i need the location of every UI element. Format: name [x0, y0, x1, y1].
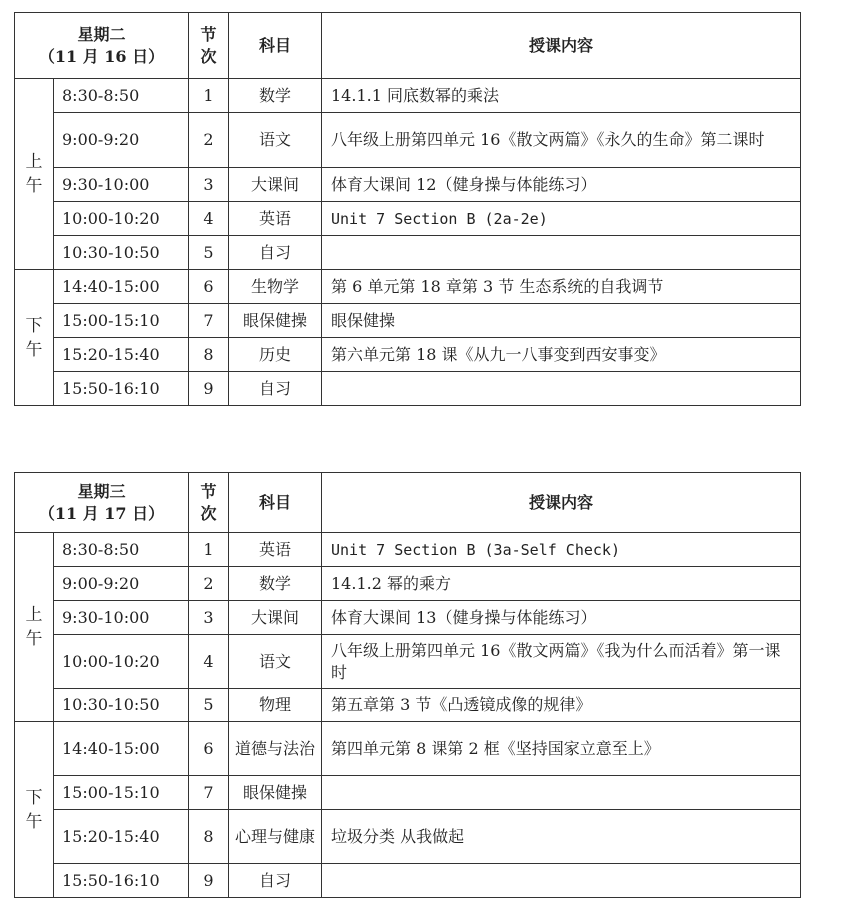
time-cell: 8:30-8:50 — [54, 533, 189, 567]
time-cell: 14:40-15:00 — [54, 722, 189, 776]
subject-cell: 自习 — [229, 372, 322, 406]
period-number: 3 — [189, 601, 229, 635]
subject-cell: 自习 — [229, 864, 322, 898]
time-cell: 15:50-16:10 — [54, 372, 189, 406]
period-header-line1: 节 — [200, 24, 217, 44]
period-number: 7 — [189, 776, 229, 810]
table-row — [15, 113, 801, 168]
time-cell: 10:00-10:20 — [54, 202, 189, 236]
table-row — [15, 567, 801, 601]
table-row — [15, 722, 801, 776]
content-cell: 体育大课间 12（健身操与体能练习） — [322, 168, 801, 202]
day-name: 星期二 — [77, 24, 126, 44]
morning-label-line2: 午 — [25, 176, 43, 196]
subject-cell: 英语 — [229, 202, 322, 236]
content-cell: 第五章第 3 节《凸透镜成像的规律》 — [322, 689, 801, 722]
table-row — [15, 689, 801, 722]
content-cell — [322, 236, 801, 270]
period-header — [189, 13, 229, 79]
table-row — [15, 635, 801, 689]
period-number: 6 — [189, 270, 229, 304]
period-header-line1: 节 — [200, 481, 217, 501]
period-header — [189, 473, 229, 533]
content-cell: 八年级上册第四单元 16《散文两篇》《我为什么而活着》第一课时 — [322, 635, 801, 689]
day-header — [15, 13, 189, 79]
period-number: 2 — [189, 113, 229, 168]
content-cell — [322, 776, 801, 810]
time-cell: 10:30-10:50 — [54, 689, 189, 722]
subject-cell: 道德与法治 — [229, 722, 322, 776]
subject-header: 科目 — [229, 473, 322, 533]
subject-cell: 英语 — [229, 533, 322, 567]
day-date: （11 月 16 日） — [38, 46, 165, 66]
subject-cell: 数学 — [229, 567, 322, 601]
content-header: 授课内容 — [322, 13, 801, 79]
subject-cell: 大课间 — [229, 601, 322, 635]
table-row — [15, 270, 801, 304]
subject-header: 科目 — [229, 13, 322, 79]
time-cell: 9:00-9:20 — [54, 113, 189, 168]
time-cell: 15:20-15:40 — [54, 338, 189, 372]
table-row — [15, 864, 801, 898]
subject-cell: 语文 — [229, 113, 322, 168]
table-row — [15, 304, 801, 338]
morning-label-line1: 上 — [25, 605, 43, 625]
time-cell: 15:00-15:10 — [54, 304, 189, 338]
subject-cell: 大课间 — [229, 168, 322, 202]
subject-cell: 自习 — [229, 236, 322, 270]
time-cell: 10:30-10:50 — [54, 236, 189, 270]
period-header-line2: 次 — [200, 46, 217, 66]
header-row — [15, 473, 801, 533]
day-date: （11 月 17 日） — [38, 503, 165, 523]
content-cell: Unit 7 Section B (2a-2e) — [322, 202, 801, 236]
content-cell: 八年级上册第四单元 16《散文两篇》《永久的生命》第二课时 — [322, 113, 801, 168]
content-cell: 14.1.2 幂的乘方 — [322, 567, 801, 601]
time-cell: 8:30-8:50 — [54, 79, 189, 113]
time-cell: 9:00-9:20 — [54, 567, 189, 601]
subject-cell: 生物学 — [229, 270, 322, 304]
morning-label — [15, 79, 54, 270]
period-number: 7 — [189, 304, 229, 338]
period-number: 5 — [189, 236, 229, 270]
subject-cell: 物理 — [229, 689, 322, 722]
table-row — [15, 372, 801, 406]
period-number: 9 — [189, 372, 229, 406]
period-number: 6 — [189, 722, 229, 776]
period-number: 4 — [189, 635, 229, 689]
period-header-line2: 次 — [200, 503, 217, 523]
afternoon-label-line2: 午 — [25, 811, 43, 832]
schedule-table-tuesday — [14, 12, 801, 406]
time-cell: 9:30-10:00 — [54, 601, 189, 635]
table-row — [15, 168, 801, 202]
period-number: 8 — [189, 810, 229, 864]
table-row — [15, 338, 801, 372]
afternoon-label — [15, 270, 54, 406]
period-number: 9 — [189, 864, 229, 898]
content-header: 授课内容 — [322, 473, 801, 533]
morning-label-line2: 午 — [25, 629, 43, 649]
subject-cell: 数学 — [229, 79, 322, 113]
time-cell: 14:40-15:00 — [54, 270, 189, 304]
table-row — [15, 533, 801, 567]
content-cell: Unit 7 Section B (3a-Self Check) — [322, 533, 801, 567]
content-cell: 第六单元第 18 课《从九一八事变到西安事变》 — [322, 338, 801, 372]
afternoon-label-line2: 午 — [25, 339, 43, 360]
content-cell — [322, 372, 801, 406]
table-row — [15, 202, 801, 236]
content-cell: 垃圾分类 从我做起 — [322, 810, 801, 864]
subject-cell: 眼保健操 — [229, 776, 322, 810]
period-number: 4 — [189, 202, 229, 236]
period-number: 2 — [189, 567, 229, 601]
morning-label-line1: 上 — [25, 152, 43, 172]
afternoon-label — [15, 722, 54, 898]
content-cell: 第四单元第 8 课第 2 框《坚持国家立意至上》 — [322, 722, 801, 776]
content-cell: 第 6 单元第 18 章第 3 节 生态系统的自我调节 — [322, 270, 801, 304]
afternoon-label-line1: 下 — [25, 787, 43, 808]
content-cell — [322, 864, 801, 898]
afternoon-label-line1: 下 — [25, 315, 43, 336]
period-number: 5 — [189, 689, 229, 722]
table-row — [15, 601, 801, 635]
time-cell: 15:50-16:10 — [54, 864, 189, 898]
morning-label — [15, 533, 54, 722]
subject-cell: 心理与健康 — [229, 810, 322, 864]
header-row — [15, 13, 801, 79]
time-cell: 15:20-15:40 — [54, 810, 189, 864]
day-name: 星期三 — [77, 481, 126, 501]
period-number: 8 — [189, 338, 229, 372]
table-row — [15, 776, 801, 810]
content-cell: 体育大课间 13（健身操与体能练习） — [322, 601, 801, 635]
period-number: 1 — [189, 79, 229, 113]
period-number: 1 — [189, 533, 229, 567]
subject-cell: 眼保健操 — [229, 304, 322, 338]
day-header — [15, 473, 189, 533]
table-row — [15, 810, 801, 864]
time-cell: 15:00-15:10 — [54, 776, 189, 810]
content-cell: 14.1.1 同底数幂的乘法 — [322, 79, 801, 113]
table-row — [15, 236, 801, 270]
time-cell: 10:00-10:20 — [54, 635, 189, 689]
subject-cell: 历史 — [229, 338, 322, 372]
table-row — [15, 79, 801, 113]
schedule-table-wednesday — [14, 472, 801, 898]
period-number: 3 — [189, 168, 229, 202]
subject-cell: 语文 — [229, 635, 322, 689]
content-cell: 眼保健操 — [322, 304, 801, 338]
time-cell: 9:30-10:00 — [54, 168, 189, 202]
